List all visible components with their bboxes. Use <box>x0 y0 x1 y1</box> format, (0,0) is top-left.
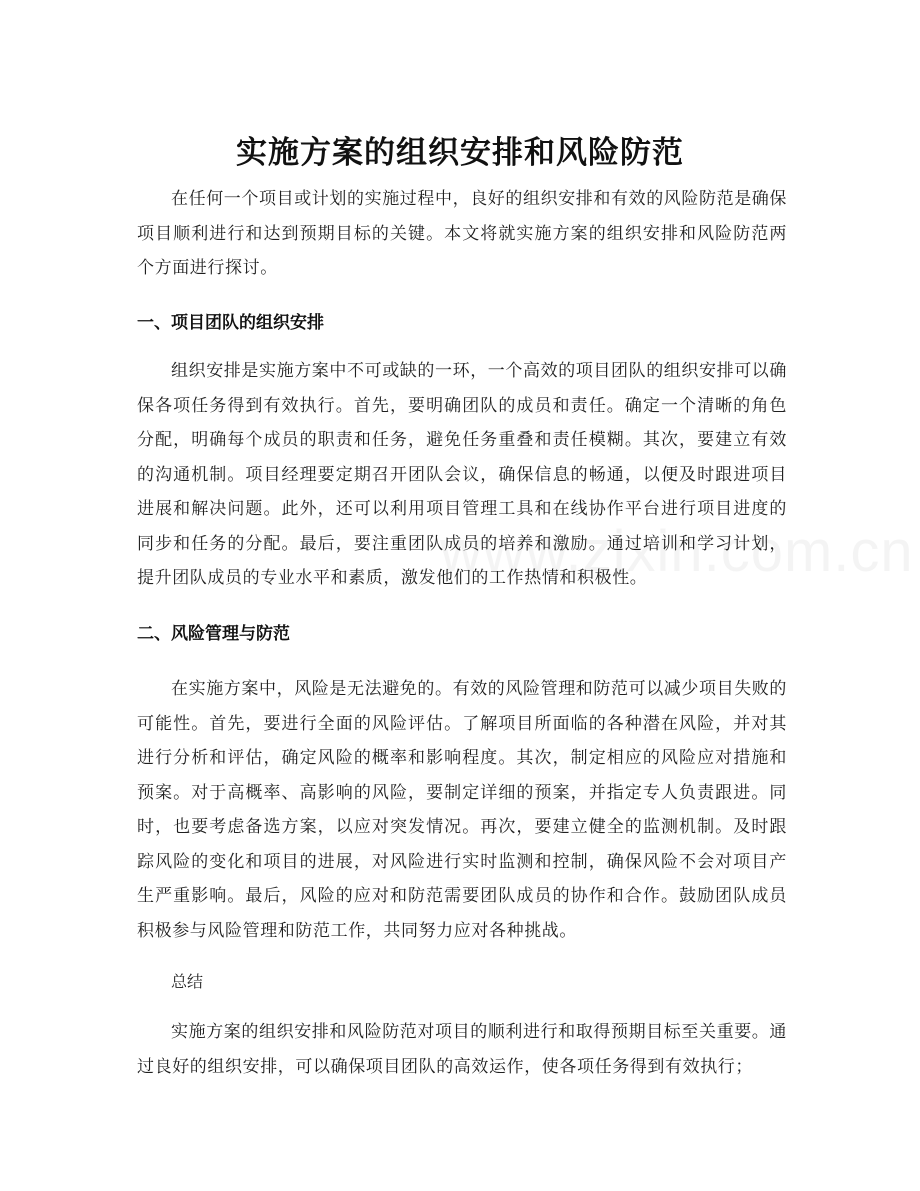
summary-paragraph: 实施方案的组织安排和风险防范对项目的顺利进行和取得预期目标至关重要。通过良好的组织安排，可以确保项目团队的高效运作，使各项任务得到有效执行； <box>137 1022 787 1077</box>
section2-paragraph: 在实施方案中，风险是无法避免的。有效的风险管理和防范可以减少项目失败的可能性。首先，要进行全面的风险评估。了解项目所面临的各种潜在风险，并对其进行分析和评估，确定风险的概率和影响程度。其次，制定相应的风险应对措施和预案。对于高概率、高影响的风险，要制定详细的预案，并指定专人负责跟进。同时，也要考虑备选方案，以应对突发情况。再次，要建立健全的监测机制。及时跟踪风险的变化和项目的进展，对风险进行实时监测和控制，确保风险不会对项目产生严重影响。最后，风险的应对和防范需要团队成员的协作和合作。鼓励团队成员积极参与风险管理和防范工作，共同努力应对各种挑战。 <box>137 679 787 941</box>
document-title: 实施方案的组织安排和风险防范 <box>236 134 684 171</box>
intro-paragraph: 在任何一个项目或计划的实施过程中，良好的组织安排和有效的风险防范是确保项目顺利进行和达到预期目标的关键。本文将就实施方案的组织安排和风险防范两个方面进行探讨。 <box>137 189 787 278</box>
section1-heading: 一、项目团队的组织安排 <box>137 313 324 333</box>
section2-heading: 二、风险管理与防范 <box>137 624 290 644</box>
summary-label: 总结 <box>171 972 204 991</box>
section1-paragraph: 组织安排是实施方案中不可或缺的一环，一个高效的项目团队的组织安排可以确保各项任务得到有效执行。首先，要明确团队的成员和责任。确定一个清晰的角色分配，明确每个成员的职责和任务，避免任务重叠和责任模糊。其次，要建立有效的沟通机制。项目经理要定期召开团队会议，确保信息的畅通，以便及时跟进项目进展和解决问题。此外，还可以利用项目管理工具和在线协作平台进行项目进度的同步和任务的分配。最后，要注重团队成员的培养和激励。通过培训和学习计划，提升团队成员的专业水平和素质，激发他们的工作热情和积极性。 <box>137 361 787 588</box>
